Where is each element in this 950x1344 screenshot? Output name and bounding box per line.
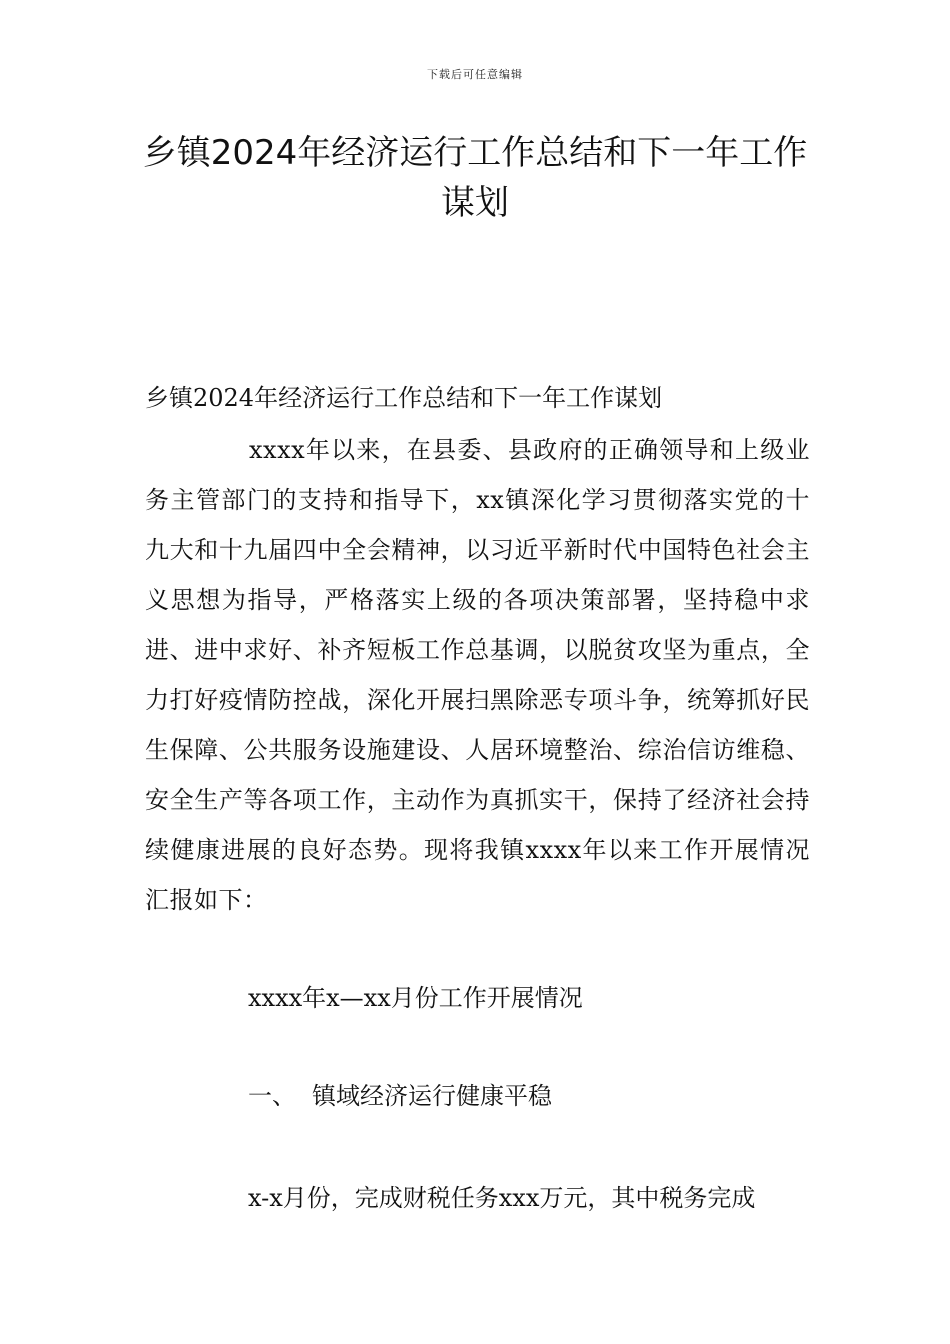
document-subtitle: 乡镇2024年经济运行工作总结和下一年工作谋划 — [145, 384, 663, 412]
section-heading: xxxx年x—xx月份工作开展情况 — [248, 984, 583, 1012]
sub-heading — [248, 1078, 808, 1114]
document-title: 乡镇2024年经济运行工作总结和下一年工作谋划 — [142, 133, 808, 223]
sub-heading-text: 镇域经济运行健康平稳 — [312, 1082, 552, 1110]
sub-heading-number: 一、 — [248, 1082, 296, 1110]
header-note: 下载后可任意编辑 — [427, 68, 523, 81]
intro-paragraph: xxxx年以来，在县委、县政府的正确领导和上级业务主管部门的支持和指导下，xx镇深化学习贯彻落实党的十九大和十九届四中全会精神，以习近平新时代中国特色社会主义思想为指导，严格落实上级的各项决策部署，坚持稳中求进、进中求好、补齐短板工作总基调，以脱贫攻坚为重点，全力打好疫情防控战，深化开展扫黑除恶专项斗争，统筹抓好民生保障、公共服务设施建设、人居环境整治、综治信访维稳、安全生产等各项工作，主动作为真抓实干，保持了经济社会持续健康进展的良好态势。现将我镇xxxx年以来工作开展情况汇报如下： — [145, 436, 810, 914]
body-paragraph: x-x月份，完成财税任务xxx万元，其中税务完成 — [248, 1184, 756, 1212]
